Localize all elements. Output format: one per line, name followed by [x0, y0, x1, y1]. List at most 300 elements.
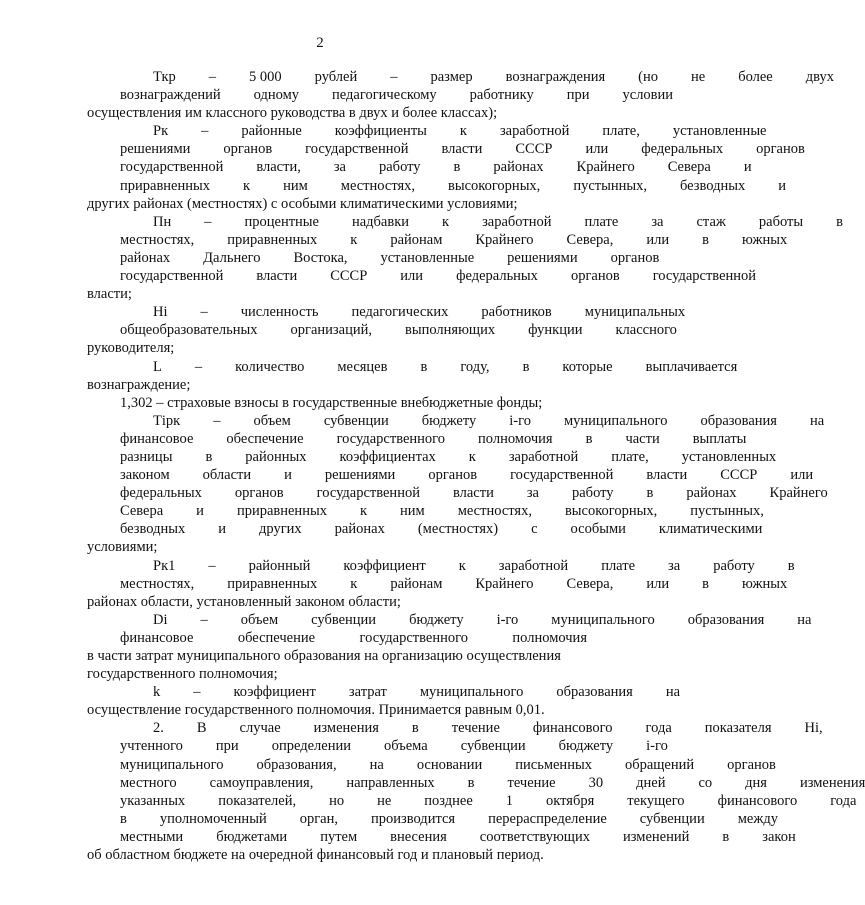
- text-line: [87, 448, 777, 466]
- word: –: [208, 557, 216, 574]
- text-line: [87, 810, 778, 828]
- word: –: [193, 684, 201, 701]
- word: дней: [636, 774, 666, 791]
- word: октября: [546, 792, 595, 809]
- word: производится: [370, 810, 456, 827]
- word: субвенции: [323, 412, 389, 429]
- word: власти: [452, 485, 494, 502]
- word: местностях,: [457, 503, 532, 520]
- paragraph-di: [87, 611, 812, 683]
- text-line: [87, 140, 805, 158]
- word: государственной: [120, 159, 224, 176]
- word: полномочия: [478, 430, 553, 447]
- word: муниципальных: [584, 304, 686, 321]
- word: государственного: [336, 430, 446, 447]
- word: безводных: [679, 177, 746, 194]
- word: Рк1: [153, 557, 176, 574]
- word: заработной: [498, 557, 569, 574]
- word: –: [200, 304, 208, 321]
- word: в: [467, 774, 475, 791]
- word: местного: [120, 774, 177, 791]
- word: L: [153, 358, 162, 375]
- word: образования: [700, 412, 777, 429]
- text-line: [87, 68, 834, 86]
- word: в: [205, 448, 213, 465]
- paragraph-tirk: [87, 412, 828, 557]
- word: СССР: [515, 141, 553, 158]
- word: области: [202, 467, 252, 484]
- text-line: 1,302 – страховые взносы в государственные внебюджетные фонды;: [120, 394, 543, 411]
- word: в: [420, 358, 428, 375]
- word: –: [201, 123, 209, 140]
- text-line: [87, 756, 776, 774]
- word: за: [651, 213, 664, 230]
- word: приравненных: [236, 503, 327, 520]
- word: работнику: [469, 87, 534, 104]
- text-line: вознаграждение;: [87, 376, 191, 393]
- word: работу: [379, 159, 421, 176]
- word: на: [369, 756, 384, 773]
- word: СССР: [720, 467, 758, 484]
- word: заработной: [508, 448, 579, 465]
- word: количество: [235, 358, 305, 375]
- word: муниципального: [563, 412, 668, 429]
- word: к: [243, 177, 251, 194]
- word: за: [333, 159, 346, 176]
- word: общеобразовательных: [120, 322, 258, 339]
- word: или: [400, 268, 424, 285]
- word: организаций,: [290, 322, 373, 339]
- word: позднее: [424, 792, 473, 809]
- text-line: [87, 303, 686, 321]
- word: муниципального: [551, 611, 655, 628]
- word: уполномоченный: [159, 810, 267, 827]
- word: муниципального: [120, 756, 224, 773]
- word: года: [645, 720, 672, 737]
- word: объем: [253, 412, 291, 429]
- word: которые: [562, 358, 613, 375]
- word: –: [390, 69, 398, 85]
- word: СССР: [330, 268, 368, 285]
- word: 2.: [153, 720, 164, 737]
- word: 5 000: [249, 69, 282, 85]
- word: –: [213, 412, 221, 429]
- word: на: [665, 684, 681, 701]
- text-line: государственного полномочия;: [87, 666, 278, 683]
- word: Ткр: [153, 69, 176, 85]
- text-line: [87, 177, 786, 195]
- word: государственной: [316, 485, 420, 502]
- word: надбавки: [351, 213, 410, 230]
- word: при: [215, 738, 239, 755]
- word: внесения: [390, 828, 447, 845]
- text-line: [87, 737, 668, 755]
- word: районах: [493, 159, 544, 176]
- word: Крайнего: [475, 231, 534, 248]
- word: в: [522, 358, 530, 375]
- word: бюджету: [421, 412, 477, 429]
- word: пустынных,: [690, 503, 764, 520]
- text-line: [87, 231, 788, 249]
- word: объем: [240, 611, 279, 628]
- word: в: [722, 828, 730, 845]
- word: стаж: [696, 213, 726, 230]
- word: разницы: [120, 448, 173, 465]
- word: или: [646, 575, 670, 592]
- word: определении: [271, 738, 351, 755]
- word: i-го: [646, 738, 668, 755]
- word: образования: [687, 611, 765, 628]
- word: образования,: [256, 756, 337, 773]
- document-body: [87, 68, 865, 864]
- word: Крайнего: [769, 485, 828, 502]
- word: приравненных: [120, 177, 211, 194]
- text-line: в части затрат муниципального образования на организацию осуществления: [87, 648, 561, 664]
- word: обеспечение: [226, 430, 304, 447]
- word: государственной: [120, 268, 224, 285]
- word: изменений: [622, 828, 690, 845]
- word: установленные: [380, 249, 475, 266]
- word: в: [120, 810, 127, 827]
- word: образования: [556, 684, 633, 701]
- word: году,: [460, 358, 490, 375]
- word: коэффициентах: [339, 448, 436, 465]
- text-line: [87, 321, 677, 339]
- text-line: осуществления им классного руководства в двух и более классах);: [87, 105, 498, 122]
- word: коэффициент: [233, 684, 316, 701]
- paragraph-l: [87, 358, 738, 394]
- word: коэффициент: [343, 557, 426, 574]
- word: местными: [120, 828, 184, 845]
- word: установленных: [681, 448, 777, 465]
- word: дня: [745, 774, 767, 791]
- word: приравненных: [227, 575, 318, 592]
- word: государственного: [359, 629, 468, 646]
- word: ним: [400, 503, 425, 520]
- word: Севера,: [566, 575, 614, 592]
- word: не: [377, 792, 392, 809]
- word: пустынных,: [573, 177, 647, 194]
- word: федеральных: [456, 268, 538, 285]
- word: условии: [622, 87, 674, 104]
- word: ним: [283, 177, 308, 194]
- text-line: [87, 122, 767, 140]
- word: местностях,: [340, 177, 416, 194]
- word: Di: [153, 611, 168, 628]
- word: бюджету: [558, 738, 614, 755]
- word: выполняющих: [405, 322, 496, 339]
- paragraph-rk: [87, 122, 805, 212]
- word: или: [790, 467, 814, 484]
- word: местностях,: [120, 231, 195, 248]
- word: решениями: [120, 141, 191, 158]
- word: плате,: [602, 123, 640, 140]
- word: приравненных: [227, 231, 318, 248]
- word: к: [442, 213, 450, 230]
- text-line: [87, 412, 825, 430]
- word: В: [196, 720, 207, 737]
- word: или: [585, 141, 609, 158]
- word: Пн: [153, 213, 172, 230]
- word: плате,: [611, 448, 649, 465]
- paragraph-pn: [87, 213, 843, 303]
- word: не: [691, 69, 706, 85]
- word: финансовое: [120, 629, 194, 646]
- word: работников: [481, 304, 552, 321]
- word: или: [646, 231, 670, 248]
- text-line: районах области, установленный законом области;: [87, 593, 401, 610]
- word: органов: [756, 141, 805, 158]
- word: Дальнего: [203, 249, 261, 266]
- word: Крайнего: [576, 159, 635, 176]
- word: функции: [528, 322, 583, 339]
- word: органов: [234, 485, 284, 502]
- word: путем: [320, 828, 358, 845]
- text-line: осуществление государственного полномочия. Принимается равным 0,01.: [87, 702, 545, 719]
- word: обеспечение: [237, 629, 316, 646]
- word: рублей: [314, 69, 358, 85]
- word: в: [585, 430, 593, 447]
- word: и: [743, 159, 752, 176]
- word: но: [329, 792, 345, 809]
- word: указанных: [120, 792, 186, 809]
- word: –: [194, 358, 203, 375]
- word: плате: [584, 213, 619, 230]
- word: в: [702, 231, 709, 248]
- word: местностях,: [120, 575, 195, 592]
- word: –: [200, 611, 208, 628]
- word: и: [284, 467, 292, 484]
- word: к: [350, 231, 358, 248]
- word: работу: [572, 485, 614, 502]
- text-line: [87, 249, 660, 267]
- word: федеральных: [120, 485, 202, 502]
- word: между: [737, 810, 778, 827]
- text-line: об областном бюджете на очередной финансовый год и плановый период.: [87, 847, 544, 864]
- word: к: [468, 448, 476, 465]
- word: финансовое: [120, 430, 194, 447]
- word: Севера: [667, 159, 711, 176]
- text-line: [87, 158, 752, 176]
- word: месяцев: [337, 358, 388, 375]
- word: Севера,: [566, 231, 614, 248]
- word: власти,: [256, 159, 301, 176]
- text-line: руководителя;: [87, 340, 175, 357]
- word: районам: [390, 575, 443, 592]
- text-line: [87, 358, 738, 376]
- word: (местностях): [417, 521, 499, 538]
- word: власти: [646, 467, 688, 484]
- word: направленных: [346, 774, 435, 791]
- word: течение: [507, 774, 556, 791]
- word: вознаграждений: [120, 87, 221, 104]
- word: органов: [610, 249, 660, 266]
- text-line: [87, 267, 757, 285]
- word: процентные: [244, 213, 319, 230]
- paragraph-item2: [87, 719, 865, 864]
- word: работу: [713, 557, 755, 574]
- word: (но: [638, 69, 658, 85]
- text-line: [87, 774, 865, 792]
- word: полномочия: [512, 629, 587, 646]
- word: изменения: [799, 774, 865, 791]
- word: высокогорных,: [448, 177, 541, 194]
- word: власти: [441, 141, 483, 158]
- word: к: [350, 575, 358, 592]
- text-line: [87, 828, 796, 846]
- word: районный: [248, 557, 311, 574]
- word: в: [702, 575, 709, 592]
- word: выплачивается: [645, 358, 738, 375]
- word: районные: [241, 123, 302, 140]
- text-line: [87, 484, 828, 502]
- word: объема: [383, 738, 428, 755]
- word: органов: [223, 141, 273, 158]
- word: Севера: [120, 503, 164, 520]
- word: вознаграждения: [505, 69, 606, 85]
- word: закон: [762, 828, 796, 845]
- word: законом: [120, 467, 170, 484]
- text-line: [87, 86, 674, 104]
- word: органов: [727, 756, 776, 773]
- word: Hi,: [804, 720, 823, 737]
- word: размер: [430, 69, 473, 85]
- word: i-го: [509, 412, 531, 429]
- word: основании: [416, 756, 483, 773]
- word: решениями: [324, 467, 396, 484]
- word: особыми: [570, 521, 626, 538]
- word: –: [204, 213, 212, 230]
- word: государственной: [510, 467, 614, 484]
- word: работы: [758, 213, 804, 230]
- word: районах: [686, 485, 737, 502]
- word: педагогическому: [332, 87, 437, 104]
- word: субвенции: [460, 738, 526, 755]
- word: выплаты: [692, 430, 747, 447]
- word: заработной: [482, 213, 552, 230]
- word: в: [787, 557, 795, 574]
- word: показателей,: [218, 792, 297, 809]
- text-line: [87, 557, 795, 575]
- word: классного: [615, 322, 677, 339]
- paragraph-rk1: [87, 557, 795, 611]
- word: i-го: [496, 611, 519, 628]
- text-line: [87, 575, 788, 593]
- word: k: [153, 684, 161, 701]
- word: изменения: [313, 720, 379, 737]
- word: в: [646, 485, 654, 502]
- word: одному: [253, 87, 300, 104]
- word: более: [738, 69, 773, 85]
- word: муниципального: [419, 684, 524, 701]
- word: субвенции: [311, 611, 377, 628]
- word: при: [566, 87, 590, 104]
- word: финансового: [532, 720, 613, 737]
- word: случае: [239, 720, 281, 737]
- text-line: [87, 792, 857, 810]
- word: к: [459, 123, 467, 140]
- word: 30: [588, 774, 604, 791]
- word: бюджетами: [216, 828, 288, 845]
- text-line: условиями;: [87, 539, 158, 556]
- word: к: [359, 503, 367, 520]
- word: безводных: [120, 521, 186, 538]
- word: Hi: [153, 304, 168, 321]
- paragraph-tkr: [87, 68, 834, 122]
- word: Рк: [153, 123, 169, 140]
- text-line: [87, 520, 763, 538]
- word: бюджету: [409, 611, 464, 628]
- word: затрат: [348, 684, 387, 701]
- word: установленные: [672, 123, 767, 140]
- word: двух: [805, 69, 834, 85]
- text-line: власти;: [87, 286, 132, 303]
- word: в: [453, 159, 461, 176]
- word: учтенного: [120, 738, 183, 755]
- word: Крайнего: [475, 575, 534, 592]
- word: самоуправления,: [209, 774, 314, 791]
- word: со: [698, 774, 713, 791]
- word: районам: [390, 231, 443, 248]
- word: –: [208, 69, 217, 85]
- word: коэффициенты: [334, 123, 427, 140]
- text-line: [87, 719, 823, 737]
- word: на: [809, 412, 825, 429]
- word: перераспределение: [488, 810, 607, 827]
- word: южных: [741, 575, 788, 592]
- word: письменных: [515, 756, 592, 773]
- word: с: [531, 521, 538, 538]
- paragraph-k: [87, 683, 681, 719]
- word: государственной: [305, 141, 409, 158]
- word: года: [830, 792, 857, 809]
- word: органов: [428, 467, 478, 484]
- text-line: [87, 611, 812, 629]
- word: показателя: [704, 720, 772, 737]
- text-line: [87, 213, 843, 231]
- word: высокогорных,: [564, 503, 658, 520]
- word: климатическими: [658, 521, 763, 538]
- word: федеральных: [641, 141, 724, 158]
- word: районных: [245, 448, 307, 465]
- word: Тiрк: [153, 412, 181, 429]
- text-line: других районах (местностях) с особыми климатическими условиями;: [87, 195, 518, 212]
- word: Востока,: [293, 249, 348, 266]
- word: части: [625, 430, 660, 447]
- page-number: 2: [316, 35, 324, 51]
- word: в: [836, 213, 843, 230]
- word: орган,: [299, 810, 338, 827]
- word: и: [196, 503, 204, 520]
- word: к: [458, 557, 466, 574]
- word: районах: [334, 521, 385, 538]
- word: и: [778, 177, 786, 194]
- word: соответствующих: [479, 828, 590, 845]
- word: заработной: [499, 123, 570, 140]
- word: обращений: [624, 756, 695, 773]
- word: финансового: [717, 792, 798, 809]
- word: плате: [601, 557, 636, 574]
- word: решениями: [507, 249, 578, 266]
- word: органов: [570, 268, 620, 285]
- text-line: [87, 466, 814, 484]
- word: педагогических: [351, 304, 449, 321]
- word: южных: [741, 231, 788, 248]
- word: 1: [505, 792, 514, 809]
- word: течение: [451, 720, 500, 737]
- word: за: [526, 485, 539, 502]
- word: субвенции: [639, 810, 705, 827]
